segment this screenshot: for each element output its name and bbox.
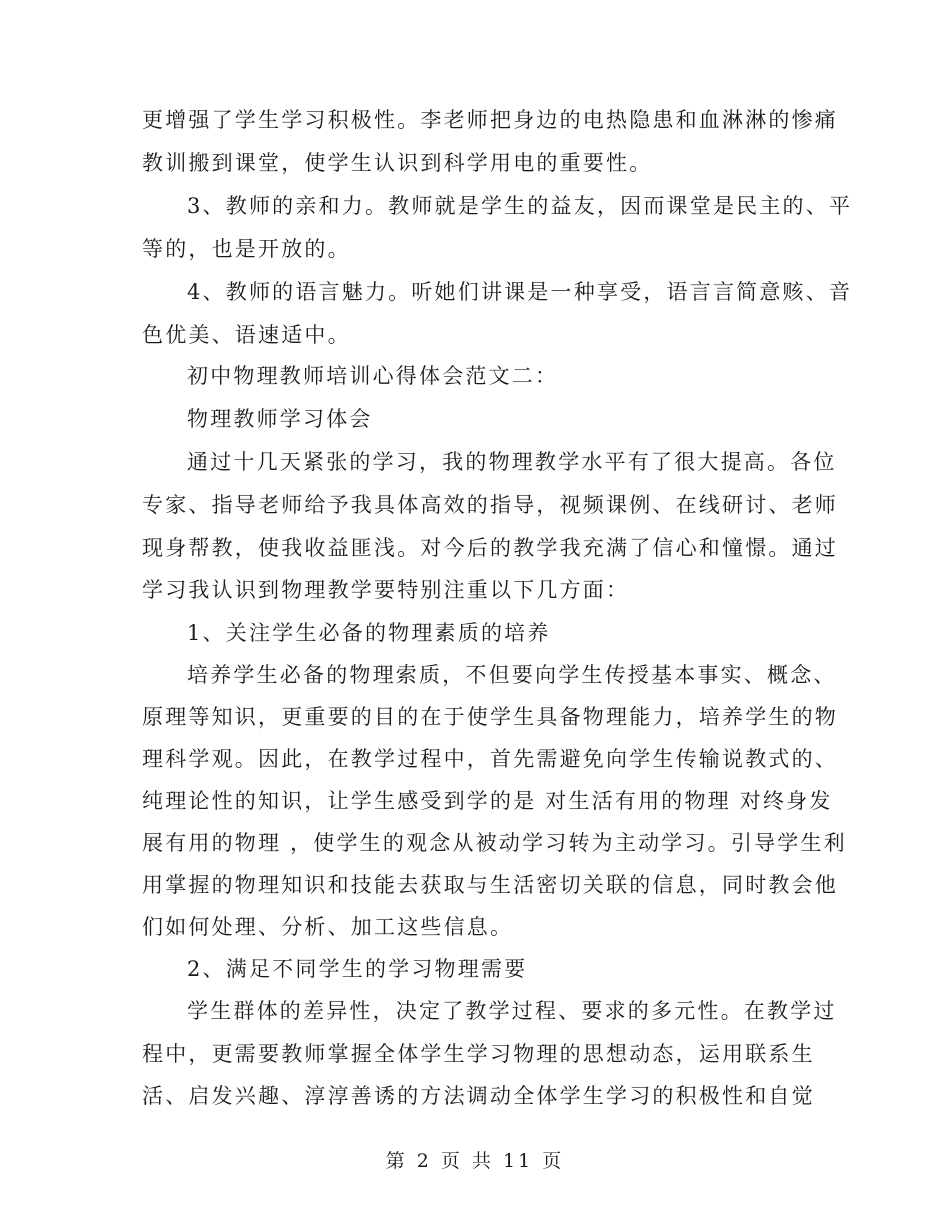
text-line: 4、教师的语言魅力。听她们讲课是一种享受，语言言简意赅、音 [187,280,853,304]
text-line: 教训搬到课堂，使学生认识到科学用电的重要性。 [142,151,653,175]
text-line: 等的，也是开放的。 [142,237,351,261]
text-line: 展有用的物理 ，使学生的观念从被动学习转为主动学习。引导学生利 [142,831,847,855]
text-line: 3、教师的亲和力。教师就是学生的益友，因而课堂是民主的、平 [187,194,853,218]
text-line: 色优美、语速适中。 [142,323,351,347]
text-line: 现身帮教，使我收益匪浅。对今后的教学我充满了信心和憧憬。通过 [142,536,838,560]
text-line: 原理等知识，更重要的目的在于使学生具备物理能力，培养学生的物 [142,705,838,729]
section-heading: 物理教师学习体会 [187,407,373,431]
subheading: 1、关注学生必备的物理素质的培养 [187,621,551,645]
text-line: 纯理论性的知识，让学生感受到学的是 对生活有用的物理 对终身发 [142,789,833,813]
section-heading: 初中物理教师培训心得体会范文二： [187,364,559,388]
text-line: 活、启发兴趣、淳淳善诱的方法调动全体学生学习的积极性和自觉 [142,1084,815,1108]
page-number-footer: 第 2 页 共 11 页 [385,1150,565,1172]
text-line: 培养学生必备的物理索质，不但要向学生传授基本事实、概念、 [187,663,837,687]
text-line: 学生群体的差异性，决定了教学过程、要求的多元性。在教学过 [187,999,837,1023]
text-line: 用掌握的物理知识和技能去获取与生活密切关联的信息，同时教会他 [142,873,838,897]
text-line: 专家、指导老师给予我具体高效的指导，视频课例、在线研讨、老师 [142,493,838,517]
text-line: 更增强了学生学习积极性。李老师把身边的电热隐患和血淋淋的惨痛 [142,108,838,132]
text-line: 理科学观。因此，在教学过程中，首先需避免向学生传输说教式的、 [142,747,838,771]
text-line: 学习我认识到物理教学要特别注重以下几方面： [142,578,630,602]
text-line: 通过十几天紧张的学习，我的物理教学水平有了很大提高。各位 [187,450,837,474]
text-line: 程中，更需要教师掌握全体学生学习物理的思想动态，运用联系生 [142,1042,815,1066]
text-line: 们如何处理、分析、加工这些信息。 [142,915,514,939]
subheading: 2、满足不同学生的学习物理需要 [187,957,528,981]
